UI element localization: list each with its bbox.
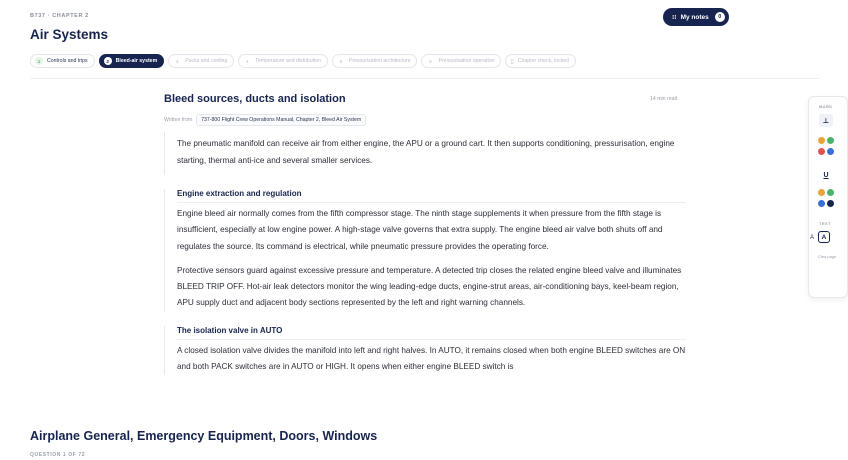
color-swatch[interactable] — [827, 148, 834, 155]
tab-number: 4 — [246, 58, 249, 64]
color-swatch[interactable] — [818, 148, 825, 155]
tab-label: Temperature and distribution — [255, 58, 322, 64]
page-title: Air Systems — [30, 27, 109, 42]
tab-controls-and-trips[interactable] — [30, 54, 95, 68]
text-size-small[interactable]: A — [810, 235, 815, 241]
tab-temperature-and-distribution[interactable] — [238, 54, 328, 68]
subsection-heading: The isolation valve in AUTO — [177, 326, 686, 340]
tab-label: Pressurisation operation — [438, 58, 495, 64]
color-swatch[interactable] — [827, 137, 834, 144]
tab-packs-and-cooling[interactable] — [168, 54, 234, 68]
read-time: 14 min read — [650, 96, 678, 102]
content-fade — [164, 392, 694, 416]
subsection-isolation-valve — [164, 326, 686, 376]
tab-chapter-check[interactable] — [505, 54, 576, 68]
tab-bleed-air-system[interactable] — [99, 54, 165, 68]
tab-pressurisation-operation[interactable] — [421, 54, 501, 68]
source-attribution — [164, 114, 366, 126]
pen-tool-button[interactable]: ⊥ — [819, 114, 833, 127]
question-counter: QUESTION 1 OF 72 — [30, 452, 86, 458]
paragraph: Engine bleed air normally comes from the fifth compressor stage. The ninth stage supplements it when pressure from the fifth stage is insufficient, especially at low engine power. A high-stage valve governs that extra supply. The engine bleed air valve both shuts off and regulates the source. Its command is electrical, while pneumatic pressure provides the operating force. — [177, 209, 663, 251]
chapter-tabs — [30, 54, 576, 68]
tab-label: Pressurization architecture — [349, 58, 411, 64]
tab-label: Packs and cooling — [185, 58, 228, 64]
paragraph: A closed isolation valve divides the manifold into left and right halves. In AUTO, it remains closed when both engine BLEED switches are ON and both PACK switches are in AUTO or HIGH. It opens when either engine BLEED switch is — [177, 345, 686, 372]
tab-number: 5 — [339, 58, 343, 64]
notes-count-badge: 0 — [715, 12, 725, 22]
subsection-engine-extraction — [164, 189, 686, 312]
clear-page-button[interactable]: Clea page — [818, 254, 837, 259]
next-chapter-title: Airplane General, Emergency Equipment, Doors, Windows — [30, 429, 378, 443]
color-swatch[interactable] — [818, 137, 825, 144]
underline-tool-button[interactable]: U — [819, 169, 833, 182]
tab-number: 2 — [104, 57, 112, 65]
text-size-large[interactable]: A — [818, 231, 830, 243]
markers-label: MARK — [819, 104, 833, 109]
text-size-label: TEXT — [819, 221, 831, 226]
notes-icon: ⁝⁝ — [672, 14, 677, 21]
source-chip[interactable]: 737-800 Flight Crew Operations Manual, Chapter 2, Bleed Air System — [196, 114, 366, 126]
paragraph: Protective sensors guard against excessive pressure and temperature. A detected trip closes the related engine bleed valve and illuminates BLEED TRIP OFF. Hot-air leak detectors monitor the wing leading-edge ducts, engine-strut areas, air-conditioning bays, keel-beam region, APU supply duct and adjacent body sections represented by the left and right warning channels. — [177, 265, 682, 308]
annotation-panel — [808, 96, 848, 298]
intro-paragraph: The pneumatic manifold can receive air from either engine, the APU or a ground cart. It then supports conditioning, pressurisation, engine starting, thermal anti-ice and several smaller services. — [177, 139, 675, 165]
my-notes-button[interactable] — [663, 8, 729, 26]
tab-number: 6 — [429, 58, 432, 64]
subsection-heading: Engine extraction and regulation — [177, 189, 686, 203]
color-swatch[interactable] — [827, 200, 834, 207]
tab-label: Bleed-air system — [115, 58, 158, 64]
tab-label: Controls and trips — [47, 58, 88, 64]
tab-label: Chapter check, locked — [517, 58, 570, 64]
lock-icon: ▯ — [510, 58, 514, 65]
color-swatch[interactable] — [818, 189, 825, 196]
color-swatch[interactable] — [827, 189, 834, 196]
breadcrumb: B737 · CHAPTER 2 — [30, 13, 89, 19]
my-notes-label: My notes — [680, 13, 709, 21]
tab-number: 1 — [35, 57, 43, 65]
tab-pressurization-architecture[interactable] — [332, 54, 417, 68]
reading-content[interactable] — [164, 132, 686, 414]
divider — [30, 78, 820, 79]
color-swatch[interactable] — [818, 200, 825, 207]
written-from-label: Written from — [164, 117, 193, 123]
tab-number: 3 — [175, 58, 179, 64]
section-title: Bleed sources, ducts and isolation — [164, 93, 346, 105]
